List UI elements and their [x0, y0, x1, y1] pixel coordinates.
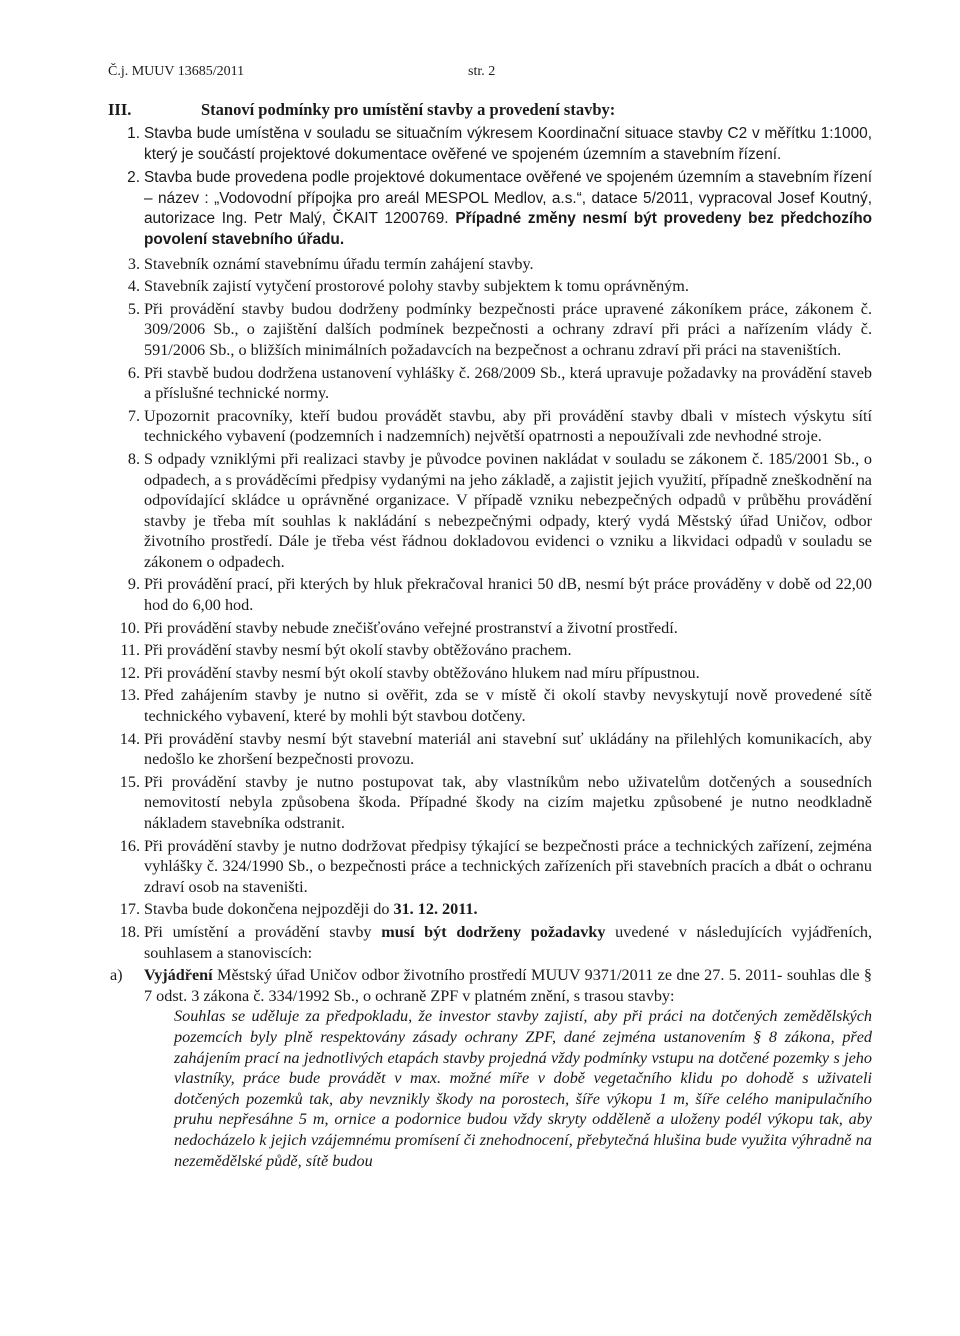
list-item	[108, 729, 872, 770]
list-item	[108, 406, 872, 447]
section-title: Stanoví podmínky pro umístění stavby a provedení stavby:	[201, 100, 616, 119]
item-number: 6.	[127, 363, 140, 382]
item-text: Při provádění stavby budou dodrženy podmínky bezpečnosti práce upravené zákoníkem práce, zákonem č. 309/2006 Sb., o zajištění dalších podmínek bezpečnosti a ochrany zdraví při práci a nařízením vlády č. 591/2006 Sb., o bližších minimálních požadavcích na bezpečnost a ochranu zdraví při práci na staveništích.	[144, 299, 872, 359]
item-letter: a)	[110, 966, 123, 985]
item-number: 18.	[119, 922, 140, 941]
item-number: 11.	[120, 641, 140, 660]
item-number: 14.	[119, 729, 140, 748]
list-item	[108, 772, 872, 834]
item-text: Při provádění stavby nesmí být okolí stavby obtěžováno hlukem nad míru přípustnou.	[144, 663, 700, 682]
page-number: str. 2	[468, 64, 496, 79]
section-heading	[108, 100, 616, 121]
item-number: 8.	[127, 449, 140, 468]
item-text: Upozornit pracovníky, kteří budou provádět stavbu, aby při provádění stavby dbali v místech výskytu sítí technického vybavení (podzemních i nadzemních) největší opatrnosti a nepoužívali zde nevhodné stroje.	[144, 406, 872, 446]
list-item	[108, 449, 872, 573]
item-text: Městský úřad Uničov odbor životního prostředí MUUV 9371/2011 ze dne 27. 5. 2011- souhlas dle § 7 odst. 3 zákona č. 334/1992 Sb., o ochraně ZPF v platném znění, s trasou stavby:	[144, 966, 873, 1005]
item-text: Při provádění stavby je nutno dodržovat předpisy týkající se bezpečnosti práce a technických zařízení, zejména vyhlášky č. 324/1990 Sb., o bezpečnosti práce a technických zařízeních při stavebních pracích a dbát o ochranu zdraví osob na staveništi.	[144, 836, 872, 896]
section-number: III.	[108, 100, 132, 119]
list-item	[108, 168, 872, 250]
list-item	[108, 836, 872, 898]
item-text: Při provádění prací, při kterých by hluk překračoval hranici 50 dB, nesmí být práce prováděny v době od 22,00 hod do 6,00 hod.	[144, 575, 872, 615]
item-text: Stavba bude provedena podle projektové dokumentace ověřené ve spojeném územním a stavebním řízení – název : „Vodovodní přípojka pro areál MESPOL Medlov, a.s.“, datace 5/2011, vypracoval Josef Koutný, autorizace Ing. Petr Malý, ČKAIT 1200769.	[144, 169, 872, 228]
list-item	[108, 922, 872, 963]
item-number: 1.	[127, 125, 140, 142]
item-number: 15.	[119, 772, 140, 791]
list-item	[108, 574, 872, 615]
list-item	[108, 685, 872, 726]
item-number: 16.	[119, 836, 140, 855]
item-text: Při provádění stavby nebude znečišťováno veřejné prostranství a životní prostředí.	[144, 618, 678, 637]
list-item	[108, 899, 872, 920]
item-number: 7.	[127, 406, 140, 425]
conditions-list	[108, 124, 872, 1173]
quoted-conditions: Souhlas se uděluje za předpokladu, že investor stavby zajistí, aby při práci na dotčených zemědělských pozemcích byly plně respektovány zásady ochrany ZPF, dané zejména ustanovením § 8 zákona, před zahájením prací na jednotlivých etapách stavby projedná vždy podmínky vstupu na dotčené pozemky s jeho vlastníky, práce bude provádět v max. možné míře v době vegetačního klidu po dohodě s uživateli dotčených pozemků tak, aby nevznikly škody na porostech, šíře výkopu 1 m, šíře celého manipulačního pruhu nepřesáhne 5 m, ornice a podornice budou vždy skryty odděleně a uloženy podél výkopu tak, aby nedocházelo k jejich vzájemnému promísení či znehodnocení, přebytečná hlušina bude využita výhradně na nezemědělské půdě, sítě budou	[174, 1007, 872, 1170]
item-text-post: uvedené v následujících vyjádřeních, souhlasem a stanoviscích:	[144, 922, 873, 962]
item-bold-text: Vyjádření	[144, 966, 213, 985]
list-item	[108, 663, 872, 684]
item-number: 5.	[127, 299, 140, 318]
item-text: Stavebník oznámí stavebnímu úřadu termín zahájení stavby.	[144, 254, 534, 273]
document-reference: Č.j. MUUV 13685/2011	[108, 64, 245, 79]
item-text: Stavba bude dokončena nejpozději do	[144, 900, 390, 919]
list-item	[108, 299, 872, 361]
list-item	[108, 124, 872, 165]
item-number: 3.	[127, 254, 140, 273]
list-item	[108, 640, 872, 661]
item-number: 9.	[127, 575, 140, 594]
item-text: Před zahájením stavby je nutno si ověřit, zda se v místě či okolí stavby nevyskytují nově provedené sítě technického vybavení, které by mohli být stavbou dotčeny.	[144, 686, 872, 726]
item-number: 13.	[119, 686, 140, 705]
list-item	[108, 276, 872, 297]
item-bold-text: musí být dodrženy požadavky	[381, 922, 606, 941]
item-deadline: 31. 12. 2011.	[393, 900, 478, 919]
item-text: Při provádění stavby je nutno postupovat tak, aby vlastníkům nebo uživatelům dotčených a sousedních nemovitostí nebyla způsobena škoda. Případné škody na cizím majetku způsobené je nutno neodkladně nákladem stavebníka odstranit.	[144, 772, 872, 832]
item-number: 17.	[119, 900, 140, 919]
item-text-pre: Při umístění a provádění stavby	[144, 922, 372, 941]
item-number: 10.	[119, 618, 140, 637]
item-bold-text: Případné změny nesmí být provedeny bez předchozího povolení stavebního úřadu.	[144, 210, 872, 248]
item-text: Při provádění stavby nesmí být okolí stavby obtěžováno prachem.	[144, 641, 572, 660]
page-header	[108, 62, 496, 83]
item-number: 12.	[119, 663, 140, 682]
list-item	[108, 363, 872, 404]
list-item	[108, 965, 872, 1171]
list-item	[108, 618, 872, 639]
list-item	[108, 254, 872, 275]
item-text: S odpady vzniklými při realizaci stavby je původce povinen nakládat v souladu se zákonem č. 185/2001 Sb., o odpadech, a s prováděcími předpisy vydanými na jeho základě, a zajistit jejich využití, případně zneškodnění na odpovídající skládce u oprávněné organizace. V případě vzniku nebezpečných odpadů v průběhu provádění stavby je třeba mít souhlas k nakládání s nebezpečnými odpady, který vydá Městský úřad Uničov, odbor životního prostředí. Dále je třeba vést řádnou dokladovou evidenci o vzniku a likvidaci odpadů v souladu se zákonem o odpadech.	[144, 449, 872, 571]
item-number: 2.	[127, 169, 140, 187]
item-text: Při provádění stavby nesmí být stavební materiál ani stavební suť ukládány na přilehlých komunikacích, aby nedošlo ke zhoršení bezpečnosti provozu.	[144, 729, 872, 769]
item-text: Stavebník zajistí vytyčení prostorové polohy stavby subjektem k tomu oprávněným.	[144, 277, 689, 296]
item-number: 4.	[127, 277, 140, 296]
item-text: Při stavbě budou dodržena ustanovení vyhlášky č. 268/2009 Sb., která upravuje požadavky na provádění staveb a příslušné technické normy.	[144, 363, 872, 403]
item-text: Stavba bude umístěna v souladu se situačním výkresem Koordinační situace stavby C2 v měřítku 1:1000, který je součástí projektové dokumentace ověřené ve spojeném územním a stavebním řízení.	[144, 125, 872, 163]
